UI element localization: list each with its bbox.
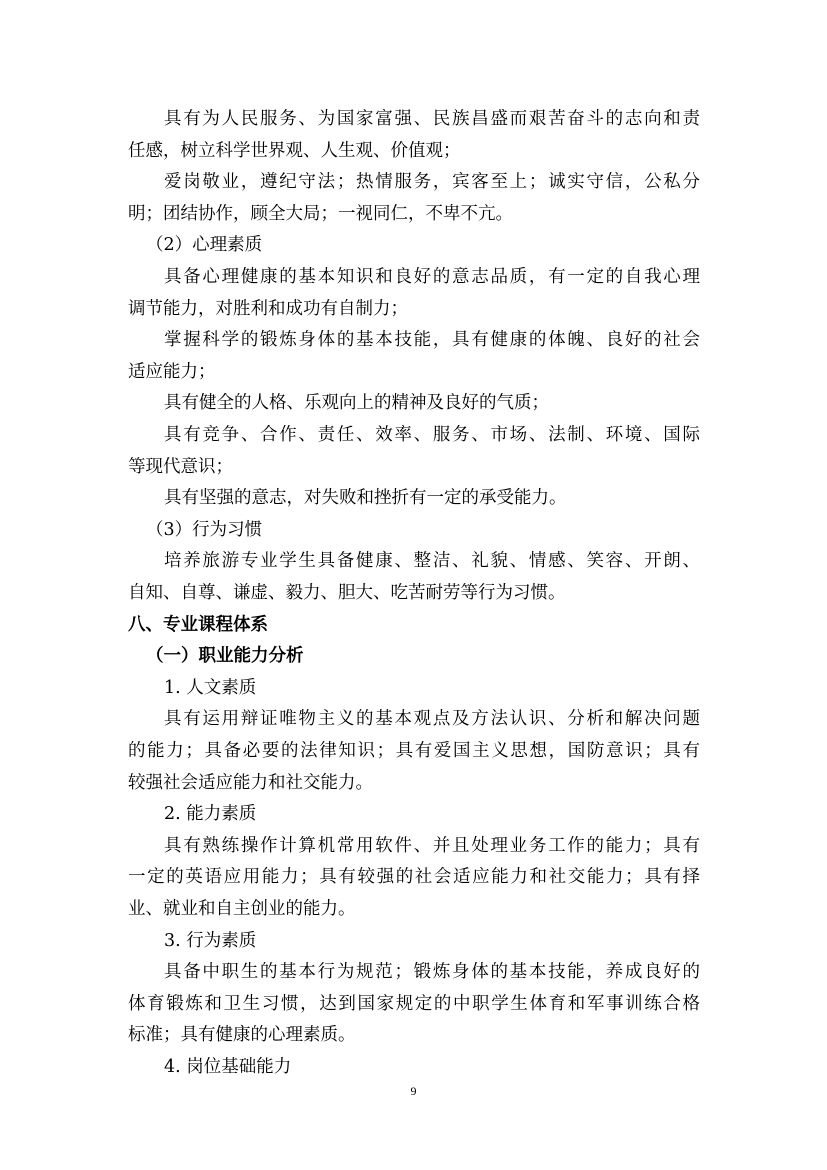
text-line: 2. 能力素质	[164, 804, 257, 824]
text-line: 明；团结协作，顾全大局；一视同仁，不卑不亢。	[128, 204, 513, 224]
text-line: 自知、自尊、谦虚、毅力、胆大、吃苦耐劳等行为习惯。	[128, 583, 566, 603]
text-line: 掌握科学的锻炼身体的基本技能，具有健康的体魄、良好的社会	[164, 330, 700, 350]
text-line: 体育锻炼和卫生习惯，达到国家规定的中职学生体育和军事训练合格	[128, 994, 700, 1014]
text-line: 业、就业和自主创业的能力。	[128, 899, 356, 919]
text-line: 具有为人民服务、为国家富强、民族昌盛而艰苦奋斗的志向和责	[164, 109, 700, 129]
text-line: 适应能力；	[128, 362, 216, 382]
text-line: 具有健全的人格、乐观向上的精神及良好的气质；	[164, 393, 549, 413]
text-line: 的能力；具备必要的法律知识；具有爱国主义思想，国防意识；具有	[128, 741, 700, 761]
text-line: 标准；具有健康的心理素质。	[128, 1025, 356, 1045]
text-line: 具有竞争、合作、责任、效率、服务、市场、法制、环境、国际	[164, 425, 700, 445]
text-line: 一定的英语应用能力；具有较强的社会适应能力和社交能力；具有择	[128, 867, 700, 887]
text-line: 3. 行为素质	[164, 931, 257, 951]
text-line: 任感，树立科学世界观、人生观、价值观；	[128, 141, 461, 161]
text-line: 具备中职生的基本行为规范；锻炼身体的基本技能，养成良好的	[164, 962, 700, 982]
text-line: 具备心理健康的基本知识和良好的意志品质，有一定的自我心理	[164, 267, 700, 287]
text-line: 等现代意识；	[128, 457, 233, 477]
page-number: 9	[410, 1084, 417, 1098]
text-line: 1. 人文素质	[164, 678, 257, 698]
text-line: 调节能力，对胜利和成功有自制力；	[128, 299, 408, 319]
text-line: 具有熟练操作计算机常用软件、并且处理业务工作的能力；具有	[164, 836, 700, 856]
text-line: （2）心理素质	[146, 235, 263, 255]
text-line: 4. 岗位基础能力	[164, 1057, 292, 1077]
text-line: 具有运用辩证唯物主义的基本观点及方法认识、分析和解决问题	[164, 709, 700, 729]
section-heading: （一）职业能力分析	[146, 646, 304, 666]
section-heading: 八、专业课程体系	[128, 615, 268, 635]
text-line: 较强社会适应能力和社交能力。	[128, 773, 373, 793]
text-line: （3）行为习惯	[146, 520, 263, 540]
text-line: 具有坚强的意志，对失败和挫折有一定的承受能力。	[164, 488, 567, 508]
text-line: 培养旅游专业学生具备健康、整洁、礼貌、情感、笑容、开朗、	[164, 551, 700, 571]
text-line: 爱岗敬业，遵纪守法；热情服务，宾客至上；诚实守信，公私分	[164, 172, 700, 192]
